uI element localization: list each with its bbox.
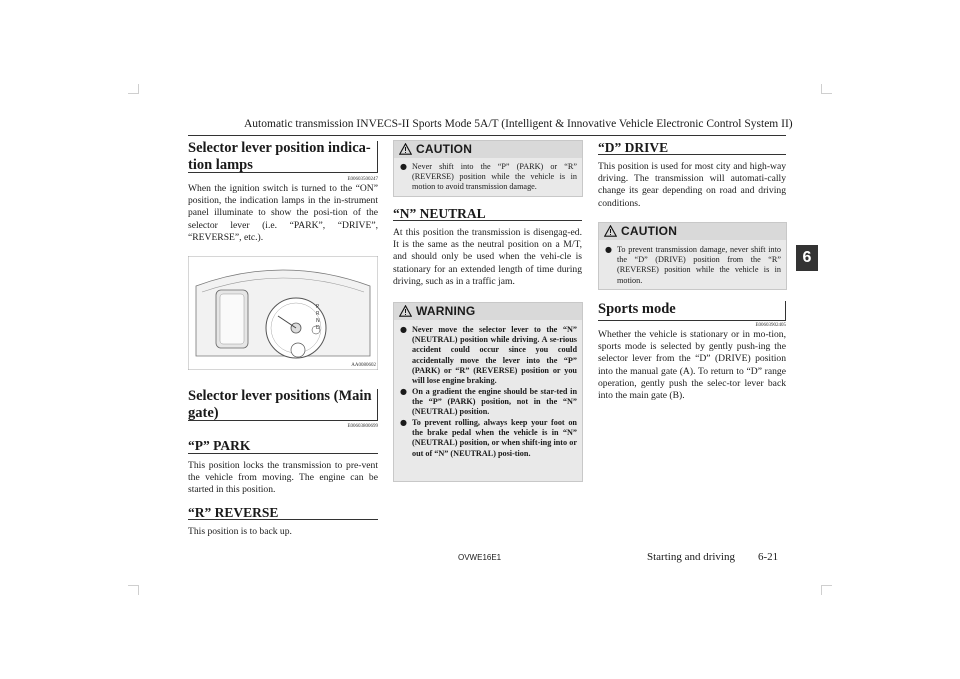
caution-text: To prevent transmission damage, never shift into the “D” (DRIVE) position from the “R” (REVERSE) position while the vehicle is in motion. <box>617 245 781 285</box>
caution-title: CAUTION <box>621 224 678 238</box>
sports-heading: Sports mode <box>598 301 676 317</box>
bullet-icon: ● <box>400 325 407 334</box>
section-code: E00603902405 <box>755 323 786 328</box>
bullet-icon: ● <box>400 162 407 171</box>
section-code: E00603500247 <box>347 177 378 182</box>
caution-title: CAUTION <box>416 142 473 156</box>
crop-mark <box>822 93 832 94</box>
svg-text:N: N <box>316 318 320 324</box>
neutral-body: At this position the transmission is disengag-ed. It is the same as the neutral position on a M/T, and should only be used when the vehi-cle is stationary for an extended length of time during driving, such as in a traffic jam. <box>393 227 582 287</box>
heading-rule <box>188 519 378 520</box>
bullet-icon: ● <box>605 245 612 254</box>
crop-mark <box>821 585 822 595</box>
heading-rule <box>188 453 378 454</box>
chapter-tab: 6 <box>796 245 818 271</box>
reverse-body: This position is to back up. <box>188 526 292 537</box>
svg-text:P: P <box>316 304 320 310</box>
warning-triangle-icon <box>399 143 412 155</box>
warning-item: On a gradient the engine should be star-ted in the “P” (PARK) position, not in the “N” (NEUTRAL) position. <box>412 387 577 417</box>
running-header: Automatic transmission INVECS-II Sports Mode 5A/T (Intelligent & Innovative Vehicle Electronic Control System II) <box>244 118 793 130</box>
caution-text: Never shift into the “P” (PARK) or “R” (REVERSE) position while the vehicle is in motion to avoid transmission damage. <box>412 162 577 192</box>
reverse-heading: “R” REVERSE <box>188 505 279 520</box>
neutral-heading: “N” NEUTRAL <box>393 206 486 221</box>
bullet-icon: ● <box>400 418 407 427</box>
figure-code: AA0080602 <box>351 363 376 368</box>
page-number: 6-21 <box>758 551 779 563</box>
instrument-panel-illustration <box>188 256 378 370</box>
caution-box <box>598 222 787 290</box>
park-heading: “P” PARK <box>188 438 251 453</box>
crop-mark <box>822 585 832 586</box>
header-rule <box>188 135 786 136</box>
sports-body: Whether the vehicle is stationary or in mo-tion, sports mode is selected by gently push-ing the selector lever from the “D” (DRIVE) position into the manual gate (A). To return to “D” range operation, gently push the selec-tor lever back into the main gate (B). <box>598 329 786 402</box>
caution-box <box>393 140 583 197</box>
crop-mark <box>138 84 139 94</box>
lamps-body: When the ignition switch is turned to the “ON” position, the indication lamps in the in-strument panel illuminate to show the posi-tion of the selector lever (i.e. “PARK”, “DRIVE”, “REVERSE”, etc.). <box>188 183 378 243</box>
park-body: This position locks the transmission to pre-vent the vehicle from moving. The engine can be started in this position. <box>188 460 378 496</box>
drive-heading: “D” DRIVE <box>598 140 669 155</box>
section-code: E00603800699 <box>347 424 378 429</box>
warning-triangle-icon <box>604 225 617 237</box>
warning-item: To prevent rolling, always keep your foot on the brake pedal when the vehicle is in “N” (NEUTRAL) position, or when shift-ing into or out of “N” (NEUTRAL) posi-tion. <box>412 418 577 458</box>
crop-mark <box>138 585 139 595</box>
svg-text:R: R <box>316 311 320 317</box>
bullet-icon: ● <box>400 387 407 396</box>
svg-text:D: D <box>316 325 320 331</box>
heading-rule <box>598 154 786 155</box>
lamps-heading: Selector lever position indica- tion lamps <box>188 140 371 173</box>
crop-mark <box>128 93 138 94</box>
positions-heading: Selector lever positions (Main gate) <box>188 388 372 421</box>
instrument-panel-figure <box>188 256 378 370</box>
warning-box <box>393 302 583 482</box>
warning-title: WARNING <box>416 304 476 318</box>
warning-triangle-icon <box>399 305 412 317</box>
drive-body: This position is used for most city and high-way driving. The transmission will automati-cally change its gear depending on road and driving conditions. <box>598 161 786 209</box>
footer-section: Starting and driving <box>647 551 735 563</box>
heading-rule <box>393 220 582 221</box>
crop-mark <box>128 585 138 586</box>
footer-code: OVWE16E1 <box>458 553 502 562</box>
warning-item: Never move the selector lever to the “N” (NEUTRAL) position while driving. A se-rious accident could occur since you could accidentally move the lever into the “P” (PARK) or “R” (REVERSE) position or you will lose engine braking. <box>412 325 577 386</box>
